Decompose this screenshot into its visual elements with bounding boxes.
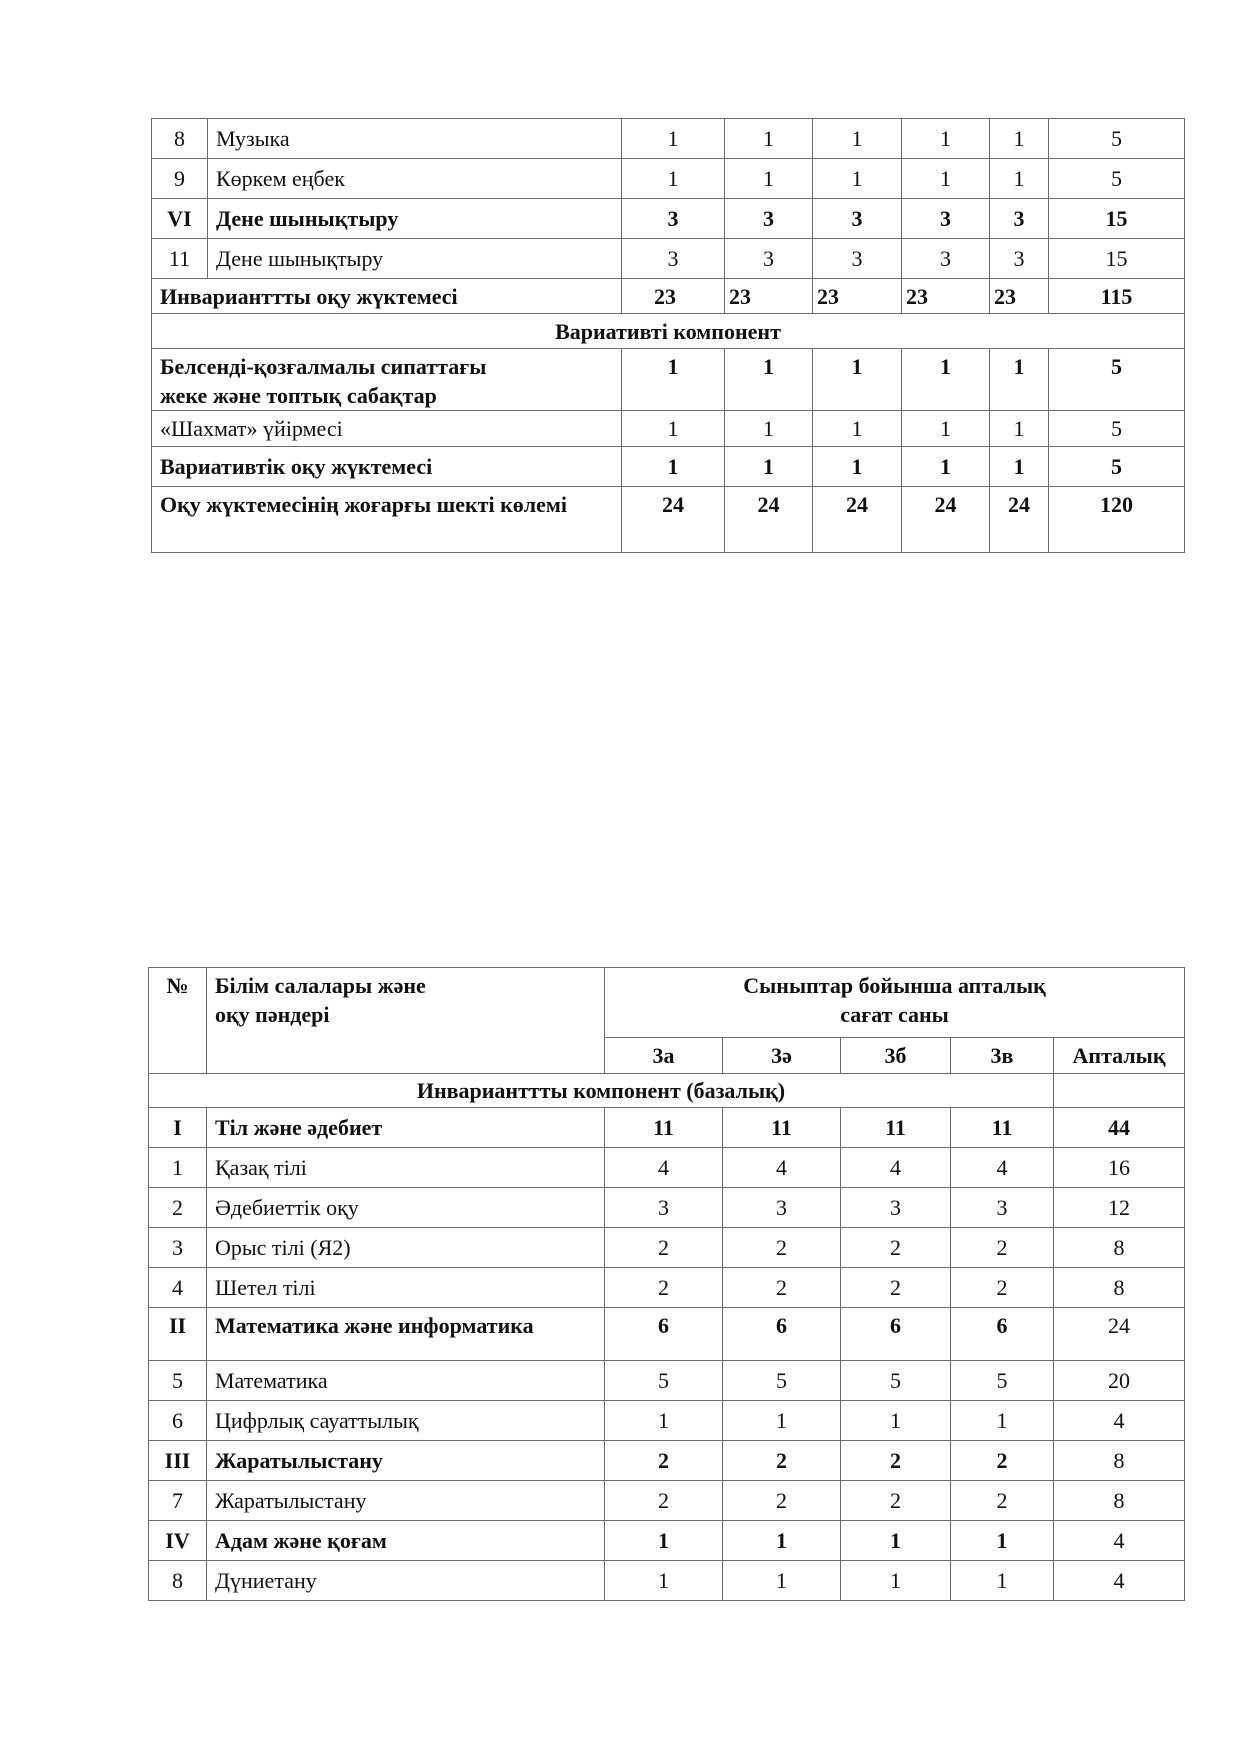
hours-value: 2 bbox=[723, 1268, 841, 1308]
hours-value: 1 bbox=[990, 119, 1049, 159]
total-value: 5 bbox=[1049, 119, 1185, 159]
header-row bbox=[149, 968, 1185, 1038]
hours-value: 2 bbox=[951, 1481, 1054, 1521]
total-value: 115 bbox=[1049, 279, 1185, 314]
hours-value: 1 bbox=[605, 1521, 723, 1561]
weekly-total: 20 bbox=[1054, 1361, 1185, 1401]
weekly-total: 8 bbox=[1054, 1228, 1185, 1268]
row-number: I bbox=[149, 1108, 207, 1148]
hours-value: 2 bbox=[841, 1228, 951, 1268]
hours-value: 1 bbox=[902, 411, 990, 447]
hours-value: 1 bbox=[813, 349, 902, 411]
table-row bbox=[152, 159, 1185, 199]
row-number: II bbox=[149, 1308, 207, 1361]
hours-value: 1 bbox=[951, 1561, 1054, 1601]
hours-header bbox=[605, 968, 1185, 1038]
table-row bbox=[152, 199, 1185, 239]
subject-name: Математика bbox=[207, 1361, 605, 1401]
table-row bbox=[149, 1108, 1185, 1148]
hours-value: 3 bbox=[813, 239, 902, 279]
hours-value: 2 bbox=[951, 1441, 1054, 1481]
row-number: 6 bbox=[149, 1401, 207, 1441]
subject-name: Дене шынықтыру bbox=[208, 199, 622, 239]
weekly-total: 8 bbox=[1054, 1441, 1185, 1481]
hours-value: 1 bbox=[622, 159, 725, 199]
hours-value: 6 bbox=[605, 1308, 723, 1361]
hours-value: 3 bbox=[902, 239, 990, 279]
number-header: № bbox=[149, 968, 207, 1074]
hours-value: 1 bbox=[902, 119, 990, 159]
hours-value: 5 bbox=[841, 1361, 951, 1401]
curriculum-table-grade3 bbox=[148, 967, 1185, 1601]
row-number: 8 bbox=[149, 1561, 207, 1601]
subject-name: Әдебиеттік оқу bbox=[207, 1188, 605, 1228]
variative-load-label: Вариативтік оқу жүктемесі bbox=[152, 447, 622, 487]
hours-value: 1 bbox=[725, 349, 813, 411]
total-value: 5 bbox=[1049, 411, 1185, 447]
total-value: 5 bbox=[1049, 447, 1185, 487]
subject-name: Көркем еңбек bbox=[208, 159, 622, 199]
hours-value: 1 bbox=[622, 411, 725, 447]
subject-name: Белсенді-қозғалмалы сипаттағы жеке және топтық сабақтар bbox=[152, 349, 622, 411]
hours-value: 2 bbox=[605, 1481, 723, 1521]
hours-value: 2 bbox=[605, 1228, 723, 1268]
hours-value: 24 bbox=[902, 487, 990, 553]
hours-value: 1 bbox=[622, 349, 725, 411]
hours-value: 2 bbox=[841, 1481, 951, 1521]
hours-value: 3 bbox=[951, 1188, 1054, 1228]
table-row bbox=[149, 1441, 1185, 1481]
row-number: 1 bbox=[149, 1148, 207, 1188]
row-number: 9 bbox=[152, 159, 208, 199]
subject-name: Музыка bbox=[208, 119, 622, 159]
hours-value: 3 bbox=[902, 199, 990, 239]
table-row bbox=[149, 1481, 1185, 1521]
invariant-component-header: Инварианттты компонент (базалық) bbox=[149, 1074, 1054, 1108]
hours-value: 24 bbox=[622, 487, 725, 553]
hours-value: 6 bbox=[951, 1308, 1054, 1361]
hours-value: 3 bbox=[841, 1188, 951, 1228]
row-number: 7 bbox=[149, 1481, 207, 1521]
subject-name: Цифрлық сауаттылық bbox=[207, 1401, 605, 1441]
hours-value: 1 bbox=[813, 447, 902, 487]
table-row bbox=[149, 1561, 1185, 1601]
hours-value: 1 bbox=[723, 1521, 841, 1561]
hours-value: 24 bbox=[725, 487, 813, 553]
hours-value: 1 bbox=[622, 119, 725, 159]
subject-name: «Шахмат» үйірмесі bbox=[152, 411, 622, 447]
subject-name: Орыс тілі (Я2) bbox=[207, 1228, 605, 1268]
hours-value: 11 bbox=[841, 1108, 951, 1148]
hours-value: 3 bbox=[723, 1188, 841, 1228]
weekly-total: 4 bbox=[1054, 1521, 1185, 1561]
hours-value: 1 bbox=[725, 159, 813, 199]
hours-value: 3 bbox=[990, 199, 1049, 239]
hours-value: 4 bbox=[841, 1148, 951, 1188]
invariant-load-label: Инварианттты оқу жүктемесі bbox=[152, 279, 622, 314]
hours-value: 2 bbox=[951, 1268, 1054, 1308]
subject-name: Жаратылыстану bbox=[207, 1481, 605, 1521]
row-number: 2 bbox=[149, 1188, 207, 1228]
total-value: 15 bbox=[1049, 239, 1185, 279]
table-row bbox=[149, 1521, 1185, 1561]
hours-value: 2 bbox=[605, 1268, 723, 1308]
weekly-total: 8 bbox=[1054, 1481, 1185, 1521]
hours-value: 1 bbox=[902, 159, 990, 199]
hours-value: 6 bbox=[723, 1308, 841, 1361]
class-header: 3ә bbox=[723, 1038, 841, 1074]
table-row bbox=[149, 1228, 1185, 1268]
subject-name: Жаратылыстану bbox=[207, 1441, 605, 1481]
hours-value: 1 bbox=[725, 411, 813, 447]
hours-value: 1 bbox=[813, 411, 902, 447]
hours-value: 1 bbox=[723, 1401, 841, 1441]
hours-value: 23 bbox=[622, 279, 725, 314]
hours-value: 6 bbox=[841, 1308, 951, 1361]
hours-value: 2 bbox=[723, 1441, 841, 1481]
hours-value: 11 bbox=[723, 1108, 841, 1148]
hours-value: 1 bbox=[723, 1561, 841, 1601]
weekly-total: 4 bbox=[1054, 1401, 1185, 1441]
subject-header-line1: Білім салалары және bbox=[215, 973, 426, 998]
class-header: 3а bbox=[605, 1038, 723, 1074]
hours-value: 11 bbox=[605, 1108, 723, 1148]
subject-name: Тіл және әдебиет bbox=[207, 1108, 605, 1148]
hours-value: 2 bbox=[605, 1441, 723, 1481]
hours-value: 3 bbox=[725, 239, 813, 279]
hours-value: 2 bbox=[723, 1481, 841, 1521]
hours-value: 23 bbox=[725, 279, 813, 314]
table-row bbox=[152, 239, 1185, 279]
row-number: 3 bbox=[149, 1228, 207, 1268]
row-number: 8 bbox=[152, 119, 208, 159]
hours-value: 1 bbox=[725, 119, 813, 159]
weekly-total: 12 bbox=[1054, 1188, 1185, 1228]
row-number: 5 bbox=[149, 1361, 207, 1401]
hours-value: 3 bbox=[725, 199, 813, 239]
row-number: 4 bbox=[149, 1268, 207, 1308]
curriculum-table-continued bbox=[151, 118, 1185, 553]
hours-value: 1 bbox=[902, 447, 990, 487]
table-row bbox=[152, 119, 1185, 159]
hours-value: 1 bbox=[622, 447, 725, 487]
row-number: IV bbox=[149, 1521, 207, 1561]
class-header: 3б bbox=[841, 1038, 951, 1074]
section-header-row bbox=[149, 1074, 1185, 1108]
hours-value: 23 bbox=[902, 279, 990, 314]
table-row bbox=[149, 1361, 1185, 1401]
hours-value: 3 bbox=[605, 1188, 723, 1228]
subject-name: Дене шынықтыру bbox=[208, 239, 622, 279]
subject-header bbox=[207, 968, 605, 1074]
hours-value: 24 bbox=[990, 487, 1049, 553]
hours-value: 5 bbox=[723, 1361, 841, 1401]
hours-value: 3 bbox=[990, 239, 1049, 279]
max-load-row bbox=[152, 487, 1185, 553]
subject-header-line2: оқу пәндері bbox=[215, 1002, 330, 1027]
table-row bbox=[152, 411, 1185, 447]
total-value: 5 bbox=[1049, 159, 1185, 199]
hours-value: 3 bbox=[622, 199, 725, 239]
weekly-total: 16 bbox=[1054, 1148, 1185, 1188]
hours-header-line2: сағат саны bbox=[840, 1002, 949, 1027]
hours-value: 1 bbox=[990, 447, 1049, 487]
hours-value: 1 bbox=[990, 349, 1049, 411]
hours-value: 1 bbox=[841, 1521, 951, 1561]
hours-value: 2 bbox=[841, 1268, 951, 1308]
hours-header-line1: Сыныптар бойынша апталық bbox=[743, 973, 1046, 998]
table-row bbox=[149, 1308, 1185, 1361]
hours-value: 5 bbox=[605, 1361, 723, 1401]
hours-value: 1 bbox=[951, 1521, 1054, 1561]
hours-value: 4 bbox=[951, 1148, 1054, 1188]
variative-component-header: Вариативті компонент bbox=[152, 314, 1185, 349]
subject-name: Дүниетану bbox=[207, 1561, 605, 1601]
subject-name: Қазақ тілі bbox=[207, 1148, 605, 1188]
empty-cell bbox=[1054, 1074, 1185, 1108]
hours-value: 2 bbox=[951, 1228, 1054, 1268]
total-value: 120 bbox=[1049, 487, 1185, 553]
subject-name: Адам және қоғам bbox=[207, 1521, 605, 1561]
variative-header-row bbox=[152, 314, 1185, 349]
hours-value: 1 bbox=[902, 349, 990, 411]
table-row bbox=[149, 1148, 1185, 1188]
hours-value: 1 bbox=[725, 447, 813, 487]
class-header: 3в bbox=[951, 1038, 1054, 1074]
hours-value: 11 bbox=[951, 1108, 1054, 1148]
subject-name: Математика және информатика bbox=[207, 1308, 605, 1361]
variative-load-row bbox=[152, 447, 1185, 487]
row-number: 11 bbox=[152, 239, 208, 279]
weekly-total: 4 bbox=[1054, 1561, 1185, 1601]
hours-value: 1 bbox=[990, 411, 1049, 447]
hours-value: 3 bbox=[813, 199, 902, 239]
hours-value: 2 bbox=[723, 1228, 841, 1268]
hours-value: 24 bbox=[813, 487, 902, 553]
total-value: 15 bbox=[1049, 199, 1185, 239]
table-row bbox=[149, 1188, 1185, 1228]
hours-value: 5 bbox=[951, 1361, 1054, 1401]
hours-value: 1 bbox=[951, 1401, 1054, 1441]
hours-value: 1 bbox=[841, 1401, 951, 1441]
weekly-header: Апталық bbox=[1054, 1038, 1185, 1074]
hours-value: 4 bbox=[723, 1148, 841, 1188]
hours-value: 23 bbox=[990, 279, 1049, 314]
subject-name: Шетел тілі bbox=[207, 1268, 605, 1308]
weekly-total: 44 bbox=[1054, 1108, 1185, 1148]
weekly-total: 8 bbox=[1054, 1268, 1185, 1308]
hours-value: 1 bbox=[813, 119, 902, 159]
hours-value: 1 bbox=[605, 1561, 723, 1601]
hours-value: 1 bbox=[990, 159, 1049, 199]
hours-value: 1 bbox=[813, 159, 902, 199]
hours-value: 2 bbox=[841, 1441, 951, 1481]
hours-value: 4 bbox=[605, 1148, 723, 1188]
table-row bbox=[152, 349, 1185, 411]
hours-value: 23 bbox=[813, 279, 902, 314]
row-number: VI bbox=[152, 199, 208, 239]
invariant-load-row bbox=[152, 279, 1185, 314]
total-value: 5 bbox=[1049, 349, 1185, 411]
hours-value: 1 bbox=[841, 1561, 951, 1601]
max-load-label: Оқу жүктемесінің жоғарғы шекті көлемі bbox=[152, 487, 622, 553]
weekly-total: 24 bbox=[1054, 1308, 1185, 1361]
row-number: III bbox=[149, 1441, 207, 1481]
hours-value: 3 bbox=[622, 239, 725, 279]
table-row bbox=[149, 1401, 1185, 1441]
hours-value: 1 bbox=[605, 1401, 723, 1441]
table-row bbox=[149, 1268, 1185, 1308]
